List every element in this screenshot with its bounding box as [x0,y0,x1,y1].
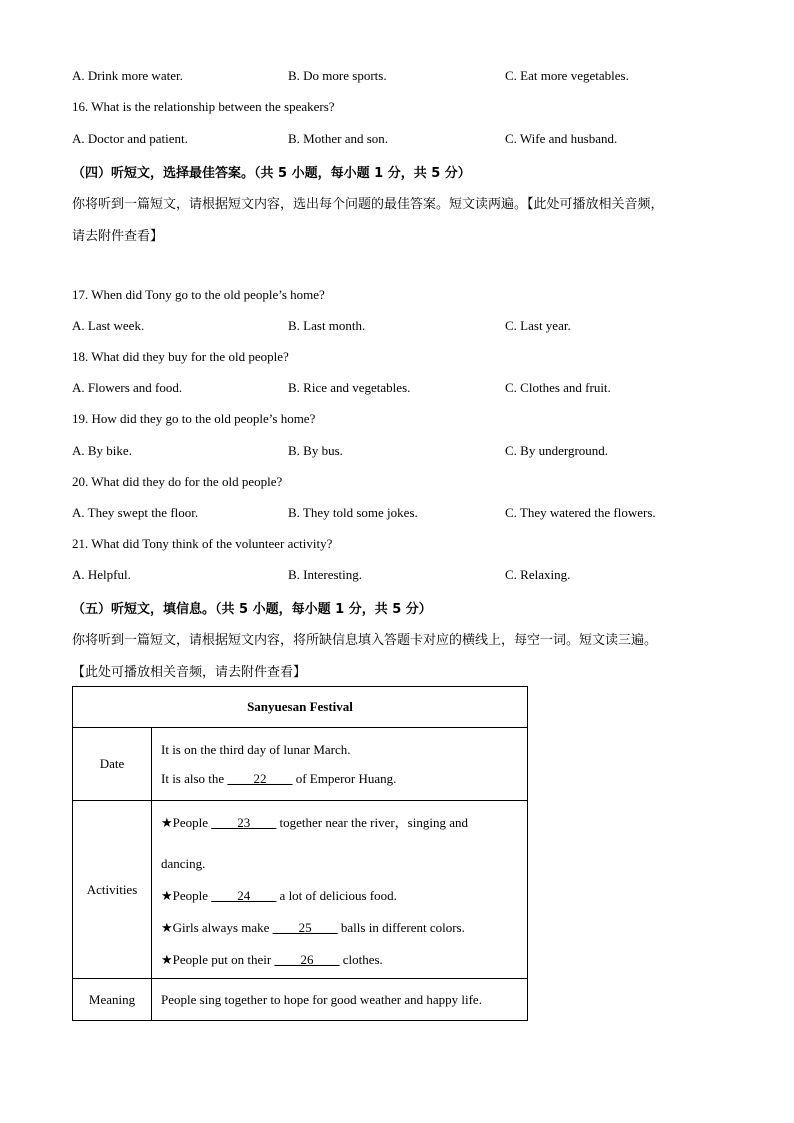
q18-option-b: B. Rice and vegetables. [288,380,411,395]
q21-option-c: C. Relaxing. [505,567,571,582]
q21-question: 21. What did Tony think of the volunteer activity? [72,536,333,551]
q20-option-b: B. They told some jokes. [288,505,418,520]
meaning-cell: People sing together to hope for good weather and happy life. [152,979,528,1021]
activity-3-pre: ★Girls always make [161,919,273,935]
date-cell [152,728,528,801]
activities-cell [152,801,528,979]
q16-question: 16. What is the relationship between the speakers? [72,99,335,114]
q16-option-a: A. Doctor and patient. [72,131,188,146]
q17-option-a: A. Last week. [72,318,145,333]
q18-option-a: A. Flowers and food. [72,380,183,395]
q17-option-c: C. Last year. [505,318,571,333]
blank-22: ____22____ [227,770,293,786]
activity-2-post: a lot of delicious food. [276,887,397,903]
activity-4 [161,952,527,968]
activity-1-post: together near the river，singing and [276,814,468,830]
section4-instruction-line2: 请去附件查看】 [72,229,164,244]
q16-option-b: B. Mother and son. [288,131,389,146]
section5-instruction: 你将听到一篇短文，请根据短文内容，将所缺信息填入答题卡对应的横线上，每空一词。短文读三遍。 [72,633,658,648]
q19-option-b: B. By bus. [288,443,343,458]
q17-option-b: B. Last month. [288,318,366,333]
activity-3-post: balls in different colors. [337,919,465,935]
blank-25: ____25____ [272,919,338,935]
activity-1 [161,812,527,831]
table-title: Sanyuesan Festival [73,687,528,728]
q19-option-c: C. By underground. [505,443,609,458]
activity-4-pre: ★People put on their [161,951,275,967]
q20-option-c: C. They watered the flowers. [505,505,656,520]
section4-instruction-line1: 你将听到一篇短文，请根据短文内容，选出每个问题的最佳答案。短文读两遍。【此处可播放相关音频， [72,197,664,212]
q20-question: 20. What did they do for the old people? [72,474,283,489]
q20-option-a: A. They swept the floor. [72,505,199,520]
meaning-label: Meaning [73,979,152,1021]
activity-1-pre: ★People [161,814,212,830]
activity-2-pre: ★People [161,887,212,903]
date-label: Date [73,728,152,801]
blank-26: ____26____ [274,951,340,967]
q21-option-a: A. Helpful. [72,567,131,582]
section5-title: （五）听短文，填信息。（共 5 小题，每小题 1 分，共 5 分） [72,602,432,617]
activity-1-continued: dancing. [161,855,206,871]
q16-option-c: C. Wife and husband. [505,131,618,146]
date-line-2-post: of Emperor Huang. [292,770,397,786]
activities-label: Activities [73,801,152,979]
date-line-2-pre: It is also the [161,770,228,786]
blank-24: ____24____ [211,887,277,903]
q15-option-c: C. Eat more vegetables. [505,68,629,83]
festival-info-table [72,686,528,1021]
q18-question: 18. What did they buy for the old people? [72,349,289,364]
q21-option-b: B. Interesting. [288,567,363,582]
q18-option-c: C. Clothes and fruit. [505,380,611,395]
q19-question: 19. How did they go to the old people’s home? [72,411,316,426]
q19-option-a: A. By bike. [72,443,132,458]
activity-2 [161,888,527,904]
activity-4-post: clothes. [339,951,383,967]
q15-option-b: B. Do more sports. [288,68,387,83]
section5-audio-note: 【此处可播放相关音频，请去附件查看】 [72,665,307,680]
date-line-2 [161,771,527,787]
section4-title: （四）听短文，选择最佳答案。（共 5 小题，每小题 1 分，共 5 分） [72,166,471,181]
blank-23: ____23____ [211,814,277,830]
activity-3 [161,920,527,936]
q17-question: 17. When did Tony go to the old people’s home? [72,287,325,302]
q15-option-a: A. Drink more water. [72,68,183,83]
date-line-1: It is on the third day of lunar March. [161,741,351,757]
